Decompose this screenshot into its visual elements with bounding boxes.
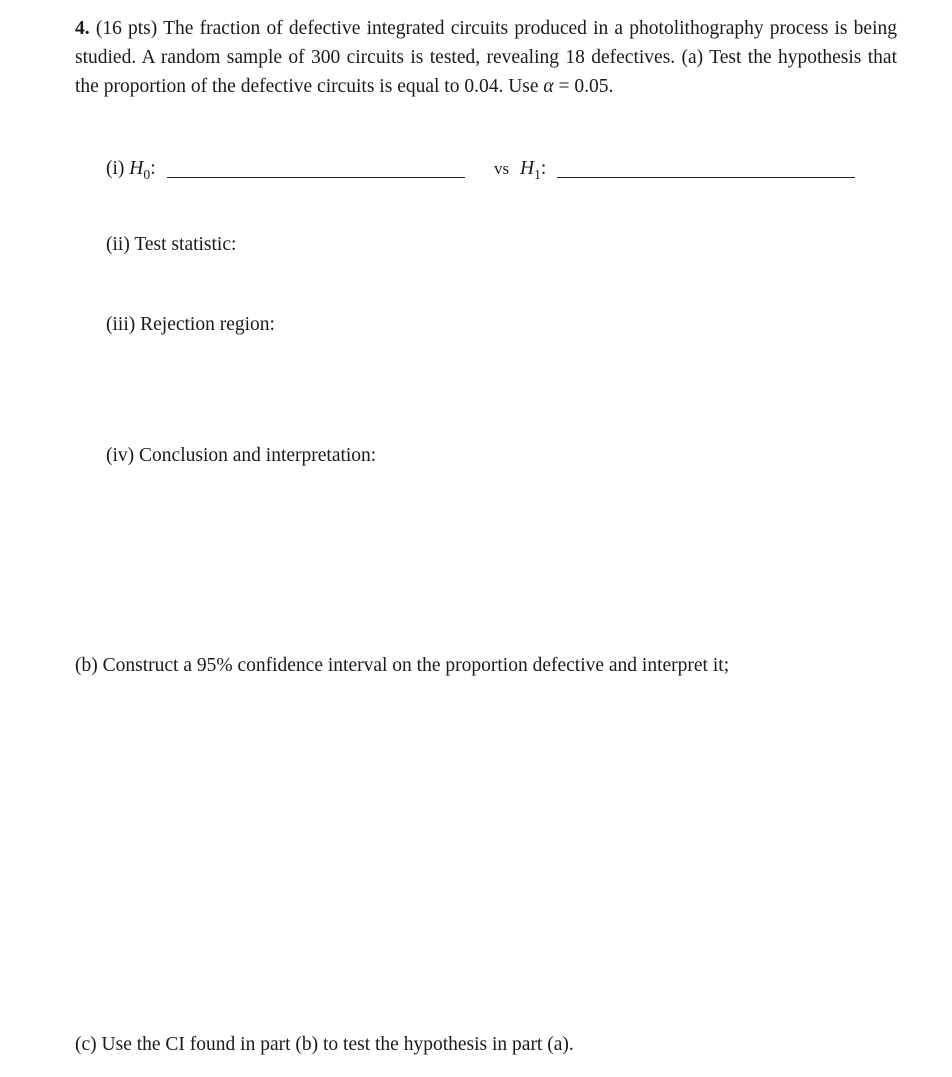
question-4-statement [75,14,897,101]
vs-label: vs [494,159,510,178]
question-number: 4. [75,18,90,39]
h1-symbol: H [520,158,535,179]
step-iii: (iii) Rejection region: [106,314,275,335]
step-ii: (ii) Test statistic: [106,234,237,255]
hypotheses-row: (i) $H_0$: [106,158,465,180]
part-a-label: (a) [681,47,704,68]
h0-subscript: 0 [143,166,151,182]
question-intro: The fraction of defective integrated circuits produced in a photolithography process is being studied. A random sample of 300 circuits is tested, revealing 18 defectives. [75,18,898,68]
question-points: (16 pts) [95,18,158,39]
step-i-label: (i) [106,158,125,179]
h0-answer-line[interactable] [167,176,465,178]
part-c: (c) Use the CI found in part (b) to test the hypothesis in part (a). [75,1034,574,1055]
h0-symbol: H [129,158,144,179]
alpha-value: = 0.05. [558,76,614,97]
step-iv: (iv) Conclusion and interpretation: [106,445,377,466]
h1-subscript: 1 [534,166,541,182]
h1-row: vs $H_1$: [494,158,855,180]
part-a-text: Test the hypothesis that the proportion of the defective circuits is equal to 0.04. Use [75,47,897,97]
h1-answer-line[interactable] [557,176,855,178]
alpha-symbol: α [543,76,554,97]
part-b: (b) Construct a 95% confidence interval on the proportion defective and interpret it; [75,655,730,676]
